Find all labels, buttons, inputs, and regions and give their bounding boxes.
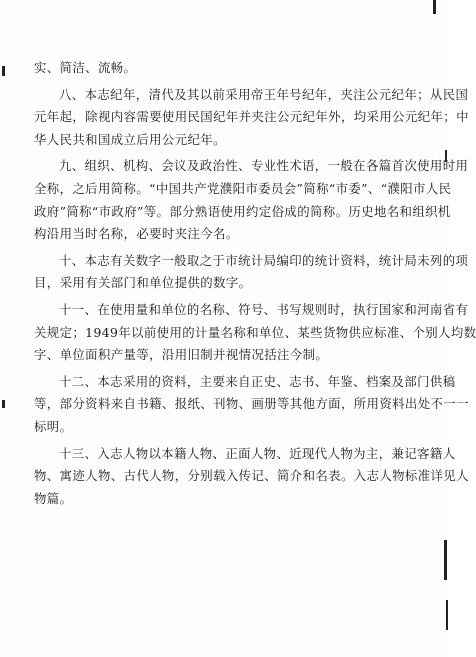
body-text bbox=[34, 57, 476, 511]
text-line: 八、本志纪年，清代及其以前采用帝王年号纪年，夹注公元纪年；从民国 bbox=[59, 86, 469, 102]
text-line: 十三、入志人物以本籍人物、正面人物、近现代人物为主，兼记客籍人 bbox=[59, 445, 456, 461]
paragraph bbox=[34, 84, 469, 152]
text-line: 实、简洁、流畅。 bbox=[34, 60, 137, 75]
scan-edge-mark-right-2 bbox=[444, 540, 447, 580]
paragraph bbox=[34, 443, 469, 511]
text-line: 物篇。 bbox=[34, 490, 73, 506]
paragraph bbox=[34, 250, 469, 295]
text-line: 全称，之后用简称。“中国共产党濮阳市委员会”简称“市委”、“濮阳市人民 bbox=[34, 180, 452, 196]
text-line: 物、寓迹人物、古代人物，分别载入传记、简介和名表。入志人物标准详见人 bbox=[34, 468, 469, 484]
text-line: 政府”简称“市政府”等。部分熟语使用约定俗成的简称。历史地名和组织机 bbox=[34, 203, 451, 219]
paragraph bbox=[34, 371, 469, 439]
scan-edge-mark-right-3 bbox=[446, 600, 448, 630]
text-line: 标明。 bbox=[34, 418, 73, 434]
text-line: 元年起，除视内容需要使用民国纪年并夹注公元纪年外，均采用公元纪年；中 bbox=[34, 109, 469, 125]
scan-edge-mark-left-1 bbox=[2, 66, 5, 76]
text-line: 华人民共和国成立后用公元纪年。 bbox=[34, 131, 226, 147]
text-line: 十、本志有关数字一般取之于市统计局编印的统计资料，统计局未列的项 bbox=[59, 252, 469, 268]
text-line: 关规定；1949年以前使用的计量名称和单位、某些货物供应标准、个别人均数 bbox=[34, 324, 476, 340]
scan-edge-mark-top-right bbox=[433, 0, 436, 14]
text-line: 十二、本志采用的资料，主要来自正史、志书、年鉴、档案及部门供稿 bbox=[59, 373, 456, 389]
text-line: 等，部分资料来自书籍、报纸、刊物、画册等其他方面，所用资料出处不一一 bbox=[34, 396, 469, 412]
paragraph bbox=[34, 155, 469, 245]
text-line: 目，采用有关部门和单位提供的数字。 bbox=[34, 275, 252, 291]
scan-edge-mark-left-2 bbox=[2, 400, 5, 408]
text-line: 十一、在使用量和单位的名称、符号、书写规则时，执行国家和河南省有 bbox=[59, 301, 469, 317]
paragraph bbox=[34, 299, 476, 367]
text-line: 构沿用当时名称，必要时夹注今名。 bbox=[34, 226, 239, 242]
text-line: 九、组织、机构、会议及政治性、专业性术语，一般在各篇首次使用时用 bbox=[59, 158, 469, 174]
paragraph bbox=[34, 57, 426, 80]
text-line: 字、单位面积产量等，沿用旧制并视情况括注今制。 bbox=[34, 347, 329, 363]
